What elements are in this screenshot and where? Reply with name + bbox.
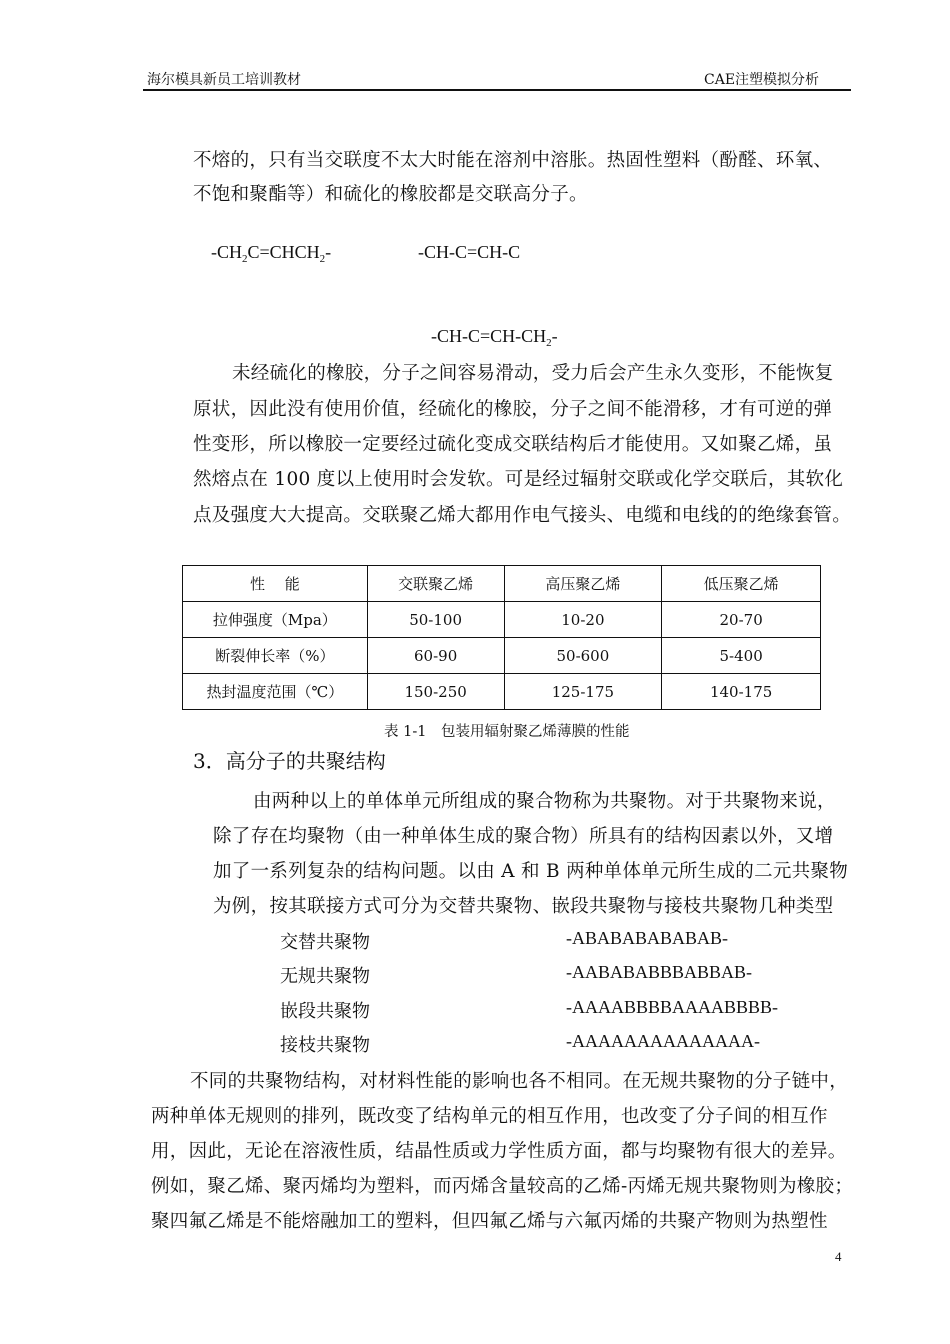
properties-table: [182, 565, 821, 710]
header-right-title: CAE注塑模拟分析: [704, 72, 820, 88]
header-left-title: 海尔模具新员工培训教材: [147, 72, 301, 88]
table-row: [183, 638, 821, 674]
table-header-cell: 性 能: [183, 566, 368, 602]
rubber-line-5: 点及强度大大提高。交联聚乙烯大都用作电气接头、电缆和电线的的绝缘套管。: [193, 505, 852, 526]
table-header-row: [183, 566, 821, 602]
formula-butadiene: $-CH_2C=CHCH_2-$: [211, 242, 332, 265]
intro-line-1: 不熔的，只有当交联度不太大时能在溶剂中溶胀。热固性塑料（酚醛、环氧、: [193, 150, 833, 171]
formula-crosslink-1: -CH-C=CH-C: [418, 242, 521, 262]
table-cell: 拉伸强度（Mpa）: [183, 602, 368, 638]
rubber-line-3: 性变形，所以橡胶一定要经过硫化变成交联结构后才能使用。又如聚乙烯，虽: [193, 434, 833, 455]
final-line-2: 两种单体无规则的排列，既改变了结构单元的相互作用，也改变了分子间的相互作: [151, 1106, 828, 1127]
table-cell: 125-175: [504, 674, 662, 710]
table-cell: 断裂伸长率（%）: [183, 638, 368, 674]
table-cell: 热封温度范围（℃）: [183, 674, 368, 710]
rubber-line-1: 未经硫化的橡胶，分子之间容易滑动，受力后会产生永久变形，不能恢复: [232, 363, 834, 384]
copolymer-name: 嵌段共聚物: [280, 1001, 370, 1022]
table-cell: 150-250: [367, 674, 504, 710]
table-row: [183, 674, 821, 710]
table-row: [183, 602, 821, 638]
copolymer-name: 接枝共聚物: [280, 1035, 370, 1056]
copolymer-name: 交替共聚物: [280, 932, 370, 953]
table-cell: 10-20: [504, 602, 662, 638]
table-header-cell: 高压聚乙烯: [504, 566, 662, 602]
formula-crosslink-2: $-CH-C=CH-CH_2-$: [431, 326, 558, 349]
final-line-5: 聚四氟乙烯是不能熔融加工的塑料，但四氟乙烯与六氟丙烯的共聚产物则为热塑性: [151, 1211, 828, 1232]
final-line-4: 例如，聚乙烯、聚丙烯均为塑料，而丙烯含量较高的乙烯-丙烯无规共聚物则为橡胶；: [151, 1176, 854, 1197]
table-cell: 5-400: [662, 638, 821, 674]
table-cell: 50-100: [367, 602, 504, 638]
table-cell: 140-175: [662, 674, 821, 710]
table-header-cell: 低压聚乙烯: [662, 566, 821, 602]
copolymer-sequence: -AAAABBBBAAAABBBB-: [566, 997, 779, 1017]
table-cell: 20-70: [662, 602, 821, 638]
table-header-cell: 交联聚乙烯: [367, 566, 504, 602]
table-cell: 60-90: [367, 638, 504, 674]
table-caption: 表 1-1 包装用辐射聚乙烯薄膜的性能: [384, 724, 630, 740]
final-line-3: 用，因此，无论在溶液性质，结晶性质或力学性质方面，都与均聚物有很大的差异。: [151, 1141, 847, 1162]
rubber-line-4: 然熔点在 100 度以上使用时会发软。可是经过辐射交联或化学交联后，其软化: [193, 469, 844, 490]
copoly-line-1: 由两种以上的单体单元所组成的聚合物称为共聚物。对于共聚物来说，: [253, 791, 836, 812]
rubber-line-2: 原状，因此没有使用价值，经硫化的橡胶，分子之间不能滑移，才有可逆的弹: [193, 399, 833, 420]
copolymer-sequence: -ABABABABABAB-: [566, 928, 729, 948]
section-title: 3．高分子的共聚结构: [193, 749, 386, 773]
copolymer-sequence: -AABABABBBABBAB-: [566, 962, 753, 982]
header-divider: [143, 89, 851, 91]
table-cell: 50-600: [504, 638, 662, 674]
intro-line-2: 不饱和聚酯等）和硫化的橡胶都是交联高分子。: [193, 184, 588, 205]
copoly-line-3: 加了一系列复杂的结构问题。以由 A 和 B 两种单体单元所生成的二元共聚物: [213, 861, 849, 882]
copolymer-name: 无规共聚物: [280, 966, 370, 987]
copoly-line-2: 除了存在均聚物（由一种单体生成的聚合物）所具有的结构因素以外，又增: [213, 826, 834, 847]
final-line-1: 不同的共聚物结构，对材料性能的影响也各不相同。在无规共聚物的分子链中，: [190, 1071, 849, 1092]
copoly-line-4: 为例，按其联接方式可分为交替共聚物、嵌段共聚物与接枝共聚物几种类型: [213, 896, 834, 917]
page-number: 4: [835, 1249, 842, 1264]
copolymer-sequence: -AAAAAAAAAAAAAA-: [566, 1031, 760, 1051]
